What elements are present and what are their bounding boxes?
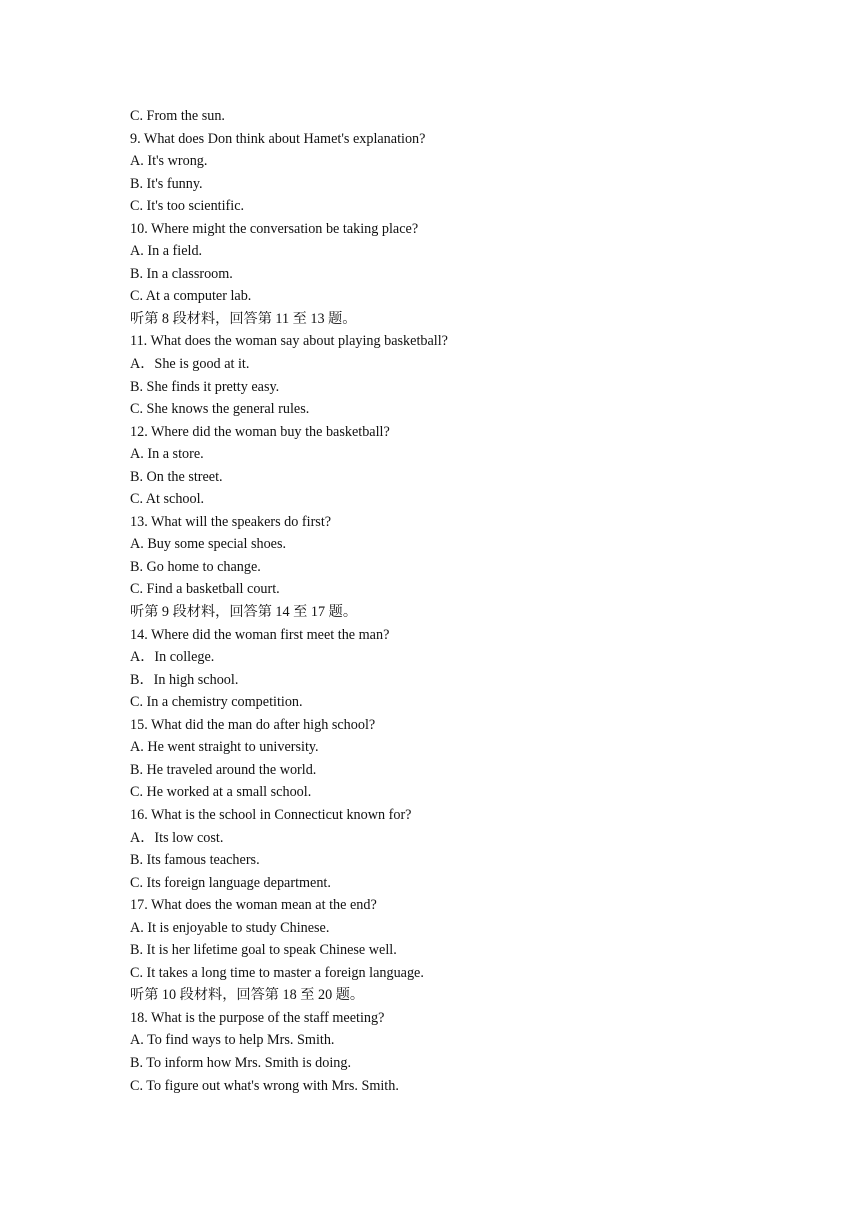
answer-option: C. Find a basketball court. [130, 581, 280, 598]
question-text: 11. What does the woman say about playing basketball? [130, 333, 448, 350]
answer-option: A．Its low cost. [130, 829, 224, 846]
answer-option: C. From the sun. [130, 108, 225, 124]
question-text: 13. What will the speakers do first? [130, 513, 332, 530]
answer-option: B. It's funny. [130, 175, 203, 192]
answer-option: B. Its famous teachers. [130, 852, 260, 869]
answer-option: B. It is her lifetime goal to speak Chinese well. [130, 942, 397, 959]
answer-option: B．In high school. [130, 671, 239, 688]
question-list [130, 105, 448, 1097]
answer-option: C. It takes a long time to master a foreign language. [130, 964, 424, 981]
answer-option: A. To find ways to help Mrs. Smith. [130, 1032, 335, 1049]
question-text: 9. What does Don think about Hamet's explanation? [130, 130, 426, 147]
answer-option: B. To inform how Mrs. Smith is doing. [130, 1054, 352, 1071]
answer-option: C. To figure out what's wrong with Mrs. Smith. [130, 1077, 399, 1094]
answer-option: A. In a store. [130, 446, 204, 463]
answer-option: C. At a computer lab. [130, 288, 252, 305]
answer-option: B. Go home to change. [130, 558, 261, 575]
question-text: 18. What is the purpose of the staff meeting? [130, 1009, 385, 1026]
answer-option: B. In a classroom. [130, 265, 233, 282]
answer-option: A. It's wrong. [130, 153, 208, 170]
question-text: 15. What did the man do after high school? [130, 716, 376, 733]
answer-option: B. He traveled around the world. [130, 761, 317, 778]
answer-option: A. In a field. [130, 243, 203, 260]
question-text: 10. Where might the conversation be taking place? [130, 220, 419, 237]
answer-option: C. Its foreign language department. [130, 874, 331, 891]
answer-option: A. He went straight to university. [130, 739, 319, 756]
section-instruction: 听第 10 段材料，回答第 18 至 20 题。 [130, 987, 365, 1004]
section-instruction: 听第 8 段材料，回答第 11 至 13 题。 [130, 310, 357, 327]
question-text: 14. Where did the woman first meet the man? [130, 626, 390, 643]
answer-option: B. On the street. [130, 468, 223, 485]
answer-option: A. It is enjoyable to study Chinese. [130, 919, 330, 936]
question-text: 12. Where did the woman buy the basketball? [130, 423, 390, 440]
answer-option: C. He worked at a small school. [130, 784, 312, 801]
answer-option: A．In college. [130, 649, 215, 666]
section-instruction: 听第 9 段材料，回答第 14 至 17 题。 [130, 604, 358, 621]
answer-option: C. At school. [130, 491, 205, 508]
answer-option: C. It's too scientific. [130, 198, 245, 215]
answer-option: C. She knows the general rules. [130, 401, 310, 418]
answer-option: A. Buy some special shoes. [130, 536, 287, 553]
answer-option: C. In a chemistry competition. [130, 694, 303, 711]
question-text: 16. What is the school in Connecticut known for? [130, 806, 412, 823]
answer-option: B. She finds it pretty easy. [130, 378, 280, 395]
question-text: 17. What does the woman mean at the end? [130, 897, 377, 914]
answer-option: A．She is good at it. [130, 356, 250, 373]
